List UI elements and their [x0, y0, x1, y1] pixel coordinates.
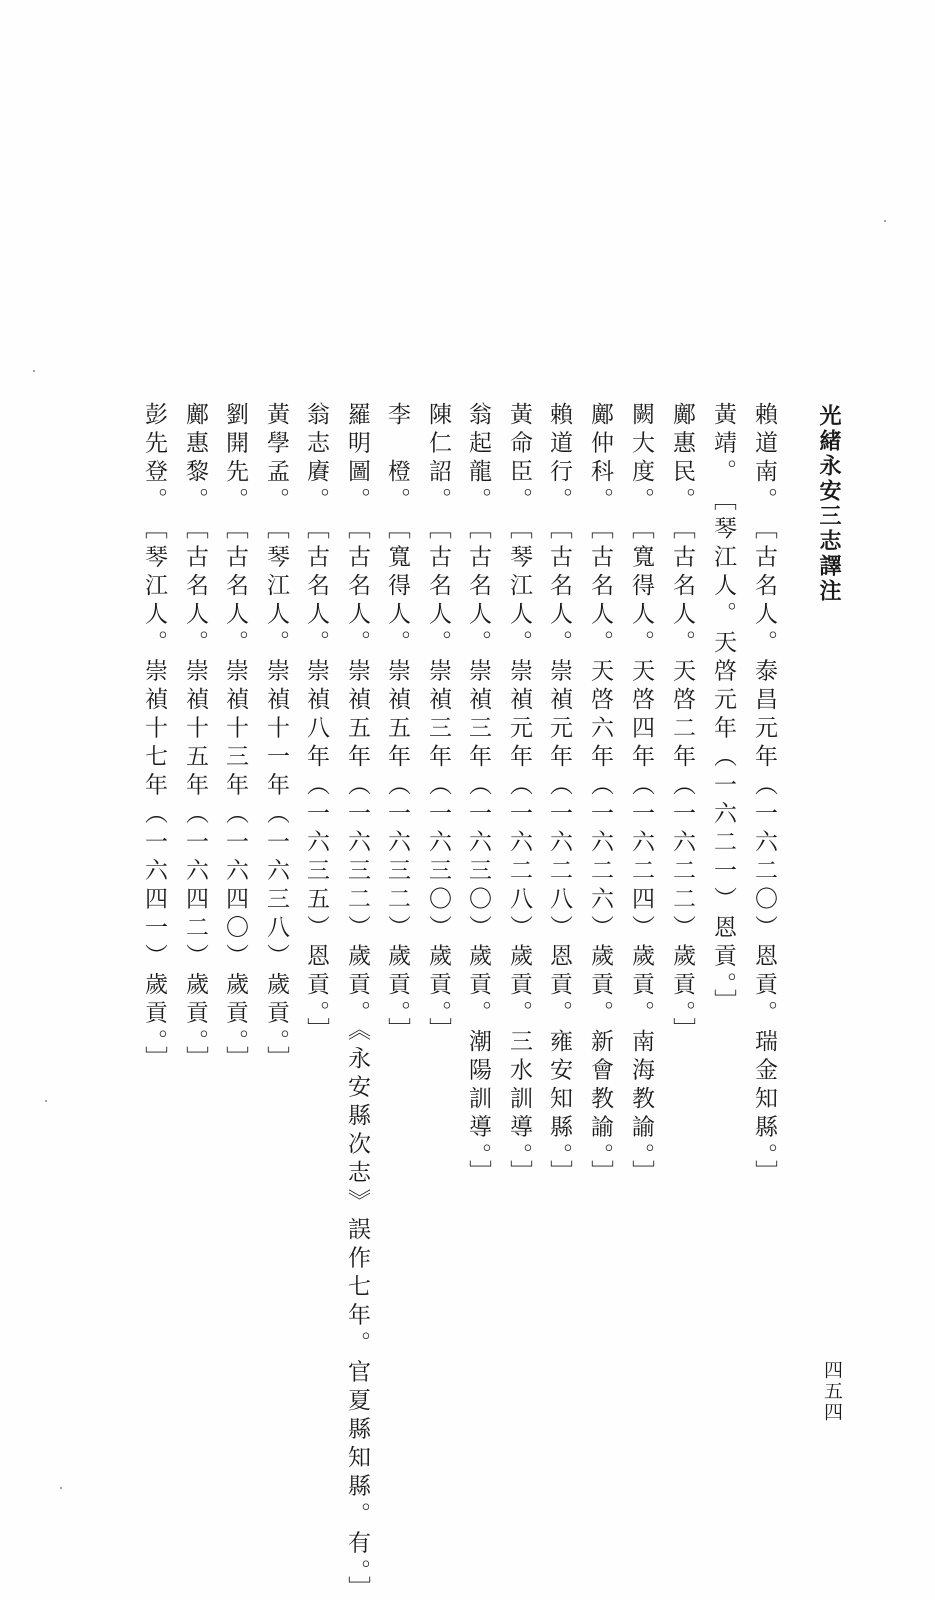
entry-note: ［古名人。天啓六年（一六二六）歲貢。新會教諭。］	[587, 516, 613, 1189]
entry-column	[426, 402, 449, 1046]
entry-name: 羅明圖。	[344, 402, 370, 516]
running-head-title: 光緒永安三志譯注	[816, 404, 842, 604]
entry-note: ［寬得人。天啓四年（一六二四）歲貢。南海教諭。］	[628, 516, 654, 1189]
entry-column	[264, 402, 287, 1075]
entry-name: 賴道行。	[546, 402, 572, 516]
entry-name: 賴道南。	[751, 402, 777, 516]
entry-list	[0, 402, 935, 1605]
entry-note: ［古名人。崇禎十三年（一六四〇）歲貢。］	[222, 516, 248, 1075]
scan-speck	[33, 370, 35, 372]
entry-note: ［古名人。崇禎十五年（一六四二）歲貢。］	[182, 516, 208, 1075]
entry-name: 黃靖。	[710, 402, 736, 488]
entry-note: ［古名人。崇禎元年（一六二八）恩貢。雍安知縣。］	[546, 516, 572, 1189]
entry-note: ［寬得人。崇禎五年（一六三二）歲貢。］	[384, 516, 410, 1046]
scan-speck	[45, 1100, 47, 1102]
scan-speck	[60, 1487, 62, 1489]
entry-name: 黃命臣。	[506, 402, 532, 516]
entry-column	[629, 402, 652, 1189]
entry-note: ［琴江人。崇禎元年（一六二八）歲貢。三水訓導。］	[506, 516, 532, 1189]
entry-name: 黃學孟。	[263, 402, 289, 516]
entry-name: 翁起龍。	[465, 402, 491, 516]
scan-speck	[884, 220, 886, 222]
entry-column	[304, 402, 327, 1046]
entry-column	[385, 402, 408, 1046]
entry-note: ［古名人。崇禎五年（一六三二）歲貢。《永安縣次志》誤作七年。官夏縣知縣。有。］	[344, 516, 370, 1605]
entry-column	[670, 402, 693, 1046]
entry-note: ［琴江人。崇禎十一年（一六三八）歲貢。］	[263, 516, 289, 1075]
entry-name: 鄺仲科。	[587, 402, 613, 516]
entry-name: 闕大度。	[628, 402, 654, 516]
entry-name: 彭先登。	[141, 402, 167, 516]
entry-column	[142, 402, 165, 1075]
entry-note: ［古名人。崇禎三年（一六三〇）歲貢。潮陽訓導。］	[465, 516, 491, 1189]
page-number: 四五四	[821, 1360, 843, 1423]
entry-column	[466, 402, 489, 1189]
entry-note: ［古名人。泰昌元年（一六二〇）恩貢。瑞金知縣。］	[751, 516, 777, 1189]
entry-note: ［古名人。崇禎三年（一六三〇）歲貢。］	[425, 516, 451, 1046]
entry-column	[711, 402, 734, 1018]
entry-note: ［琴江人。崇禎十七年（一六四一）歲貢。］	[141, 516, 167, 1075]
entry-column	[588, 402, 611, 1189]
entry-column	[345, 402, 368, 1605]
entry-note: ［琴江人。天啓元年（一六二一）恩貢。］	[710, 487, 736, 1018]
entry-column	[507, 402, 530, 1189]
entry-note: ［古名人。天啓二年（一六二二）歲貢。］	[669, 516, 695, 1046]
entry-column	[223, 402, 246, 1075]
entry-name: 鄺惠黎。	[182, 402, 208, 516]
entry-column	[183, 402, 206, 1075]
entry-name: 翁志賡。	[303, 402, 329, 516]
entry-name: 劉開先。	[222, 402, 248, 516]
entry-name: 陳仁詔。	[425, 402, 451, 516]
entry-column	[547, 402, 570, 1189]
entry-column	[752, 402, 775, 1189]
entry-name: 李 橙。	[384, 402, 410, 516]
entry-name: 鄺惠民。	[669, 402, 695, 516]
entry-note: ［古名人。崇禎八年（一六三五）恩貢。］	[303, 516, 329, 1046]
